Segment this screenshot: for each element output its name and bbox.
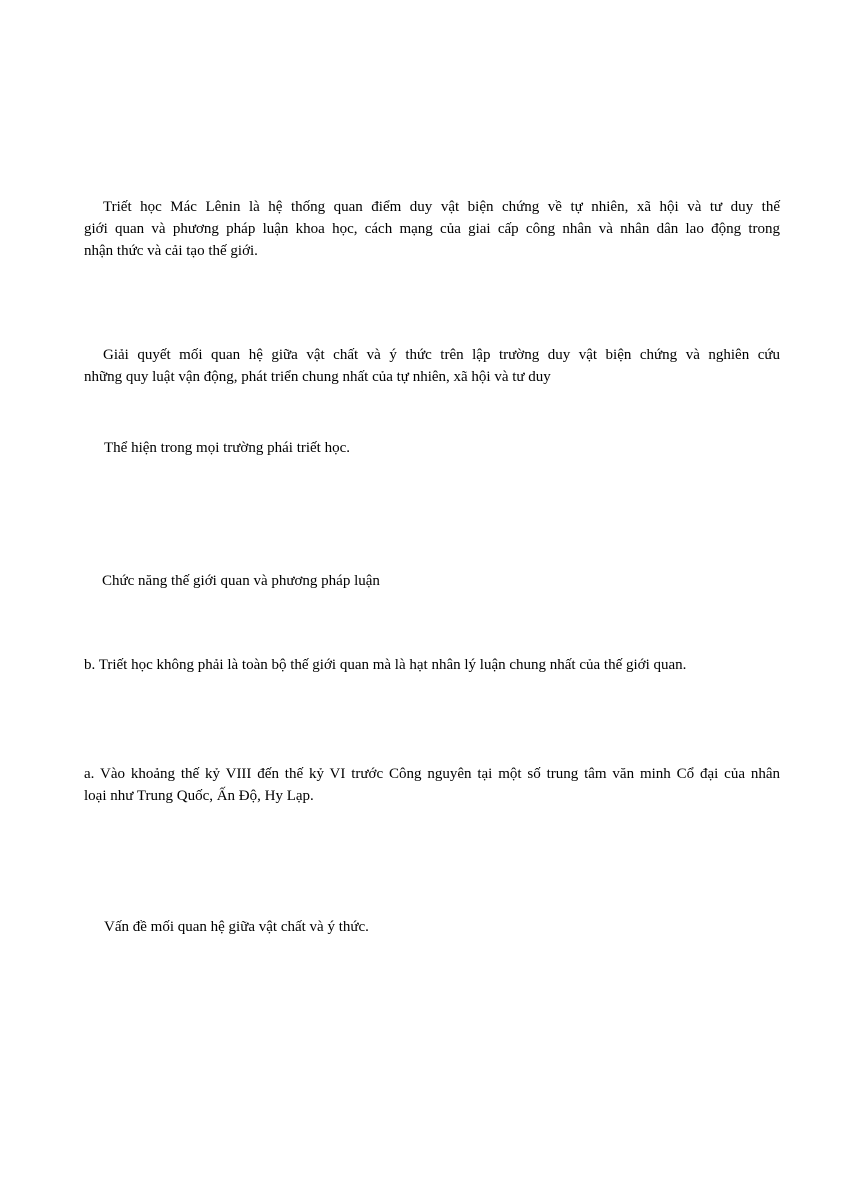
paragraph-line: những quy luật vận động, phát triển chung nhất của tự nhiên, xã hội và tư duy <box>84 369 551 385</box>
paragraph-line: Vấn đề mối quan hệ giữa vật chất và ý thức. <box>104 919 369 935</box>
paragraph-line: Triết học Mác Lênin là hệ thống quan điểm duy vật biện chứng về tự nhiên, xã hội và tư duy thế <box>103 199 780 215</box>
paragraph-line: giới quan và phương pháp luận khoa học, cách mạng của giai cấp công nhân và nhân dân lao động trong <box>84 221 780 237</box>
paragraph-line: nhận thức và cải tạo thế giới. <box>84 243 258 259</box>
paragraph-all-schools <box>84 437 780 459</box>
paragraph-marxist-philosophy <box>84 196 780 262</box>
paragraph-line: Chức năng thế giới quan và phương pháp luận <box>102 573 380 589</box>
paragraph-line: Thể hiện trong mọi trường phái triết học. <box>104 440 351 456</box>
paragraph-matter-consciousness <box>84 344 780 388</box>
paragraph-functions <box>84 570 780 592</box>
paragraph-line: b. Triết học không phải là toàn bộ thế giới quan mà là hạt nhân lý luận chung nhất của thế giới quan. <box>84 657 687 673</box>
paragraph-line: loại như Trung Quốc, Ấn Độ, Hy Lạp. <box>84 788 314 804</box>
paragraph-basic-question <box>84 916 780 938</box>
paragraph-answer-a <box>84 763 780 807</box>
paragraph-answer-b <box>84 654 780 676</box>
paragraph-line: a. Vào khoảng thế kỷ VIII đến thế kỷ VI trước Công nguyên tại một số trung tâm văn minh Cổ đại của nhân <box>84 766 780 782</box>
paragraph-line: Giải quyết mối quan hệ giữa vật chất và ý thức trên lập trường duy vật biện chứng và nghiên cứu <box>103 347 780 363</box>
